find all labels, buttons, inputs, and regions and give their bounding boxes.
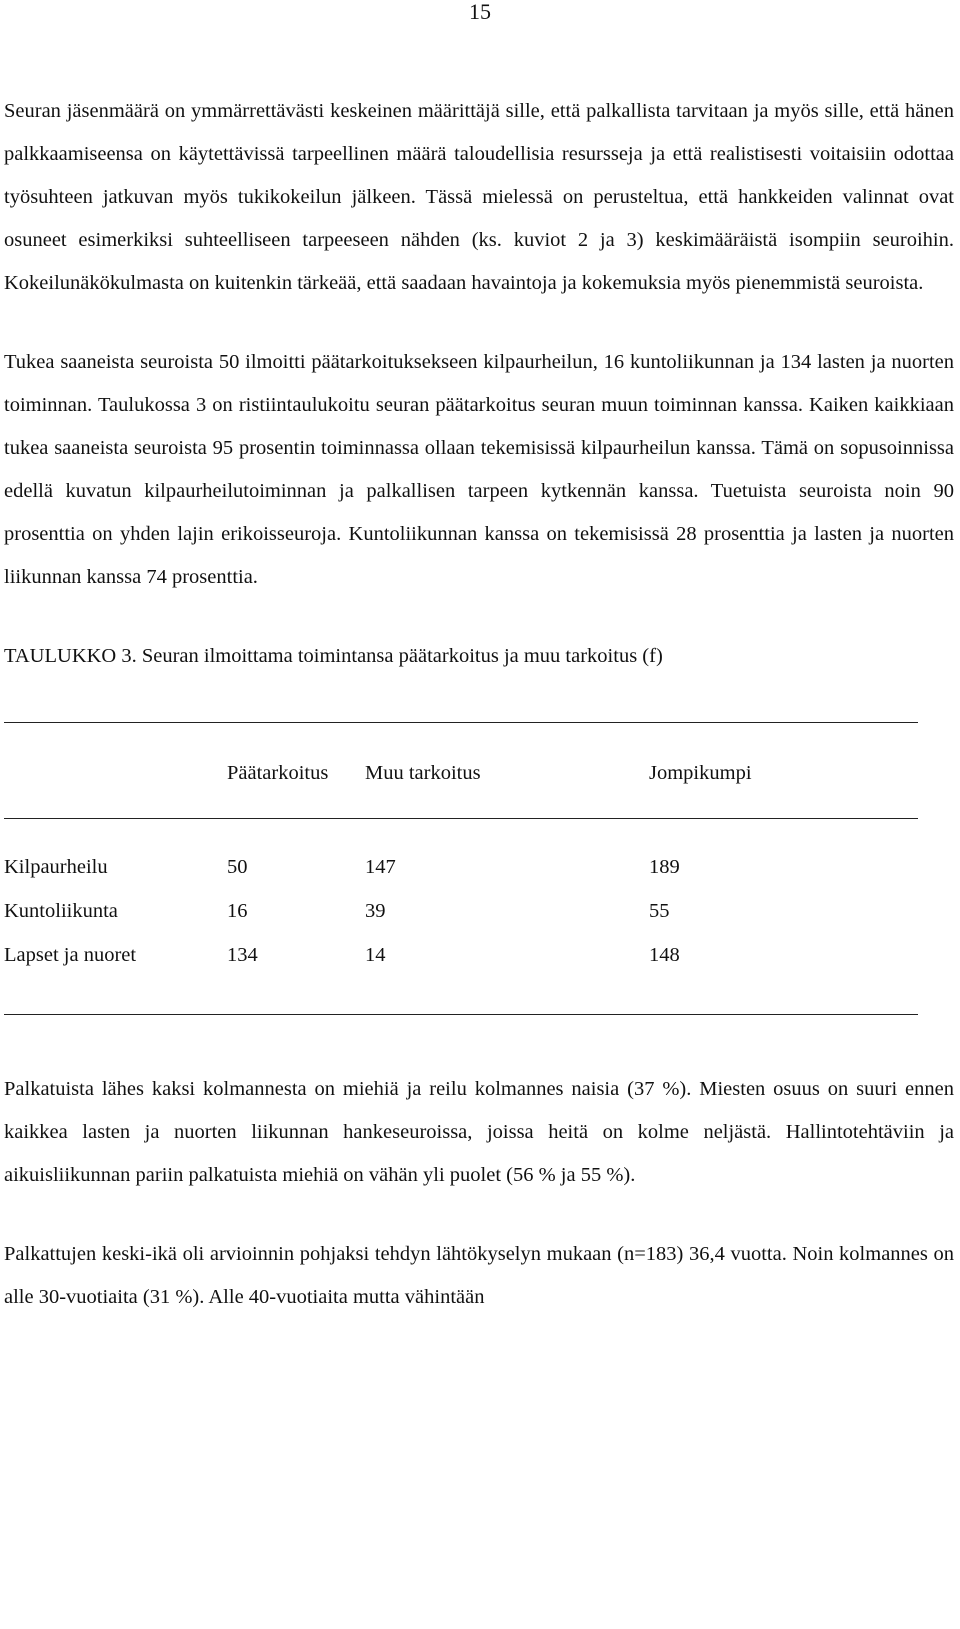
purpose-table xyxy=(4,678,954,1068)
cell-lapset-jompikumpi: 148 xyxy=(649,944,680,966)
document-body xyxy=(4,90,954,1319)
table-header-rule xyxy=(4,818,918,819)
paragraph-gap xyxy=(4,1197,954,1233)
cell-kilpaurheilu-jompikumpi: 189 xyxy=(649,856,680,878)
header-muu-tarkoitus: Muu tarkoitus xyxy=(365,762,481,784)
table-top-rule xyxy=(4,722,918,723)
row-label-kilpaurheilu: Kilpaurheilu xyxy=(4,856,108,878)
table-caption: TAULUKKO 3. Seuran ilmoittama toimintansa päätarkoitus ja muu tarkoitus (f) xyxy=(4,645,663,667)
row-label-kuntoliikunta: Kuntoliikunta xyxy=(4,900,118,922)
cell-lapset-muu: 14 xyxy=(365,944,386,966)
page-number: 15 xyxy=(469,0,491,24)
cell-kuntoliikunta-muu: 39 xyxy=(365,900,386,922)
paragraph-club-purpose: Tukea saaneista seuroista 50 ilmoitti päätarkoituksekseen kilpaurheilun, 16 kuntoliikunnan ja 134 lasten ja nuorten toiminnan. Taulukossa 3 on ristiintaulukoitu seuran päätarkoitus seuran muun toiminnan kanssa. Kaiken kaikkiaan tukea saaneista seuroista 95 prosentin toiminnassa ollaan tekemisissä kilpaurheilun kanssa. Tämä on sopusoinnissa edellä kuvatun kilpaurheilutoiminnan ja palkallisen tarpeen kytkennän kanssa. Tuetuista seuroista noin 90 prosenttia on yhden lajin erikoisseuroja. Kuntoliikunnan kanssa on tekemisissä 28 prosenttia ja lasten ja nuorten liikunnan kanssa 74 prosenttia. xyxy=(4,351,954,588)
header-jompikumpi: Jompikumpi xyxy=(649,762,752,784)
paragraph-gap xyxy=(4,305,954,341)
paragraph-club-size: Seuran jäsenmäärä on ymmärrettävästi keskeinen määrittäjä sille, että palkallista tarvitaan ja myös sille, että hänen palkkaamiseensa on käytettävissä tarpeellinen määrä taloudellisia resursseja ja että realistisesti voitaisiin odottaa työsuhteen jatkuvan myös tukikokeilun jälkeen. Tässä mielessä on perusteltua, että hankkeiden valinnat ovat osuneet esimerkiksi suhteelliseen tarpeeseen nähden (ks. kuviot 2 ja 3) keskimääräistä isompiin seuroihin. Kokeilunäkökulmasta on kuitenkin tärkeää, että saadaan havaintoja ja kokemuksia myös pienemmistä seuroista. xyxy=(4,100,954,294)
table-bottom-rule xyxy=(4,1014,918,1015)
cell-lapset-paatarkoitus: 134 xyxy=(227,944,258,966)
cell-kilpaurheilu-paatarkoitus: 50 xyxy=(227,856,248,878)
paragraph-age: Palkattujen keski-ikä oli arvioinnin pohjaksi tehdyn lähtökyselyn mukaan (n=183) 36,4 vuotta. Noin kolmannes on alle 30-vuotiaita (31 %). Alle 40-vuotiaita mutta vähintään xyxy=(4,1243,954,1308)
row-label-lapset-ja-nuoret: Lapset ja nuoret xyxy=(4,944,137,966)
cell-kilpaurheilu-muu: 147 xyxy=(365,856,396,878)
paragraph-gender: Palkatuista lähes kaksi kolmannesta on miehiä ja reilu kolmannes naisia (37 %). Miesten osuus on suuri ennen kaikkea lasten ja nuorten liikunnan hankeseuroissa, joissa heitä on kolme neljästä. Hallintotehtäviin ja aikuisliikunnan pariin palkatuista miehiä on vähän yli puolet (56 % ja 55 %). xyxy=(4,1078,954,1186)
paragraph-gap xyxy=(4,599,954,635)
header-paatarkoitus: Päätarkoitus xyxy=(227,762,329,784)
cell-kuntoliikunta-paatarkoitus: 16 xyxy=(227,900,248,922)
cell-kuntoliikunta-jompikumpi: 55 xyxy=(649,900,670,922)
